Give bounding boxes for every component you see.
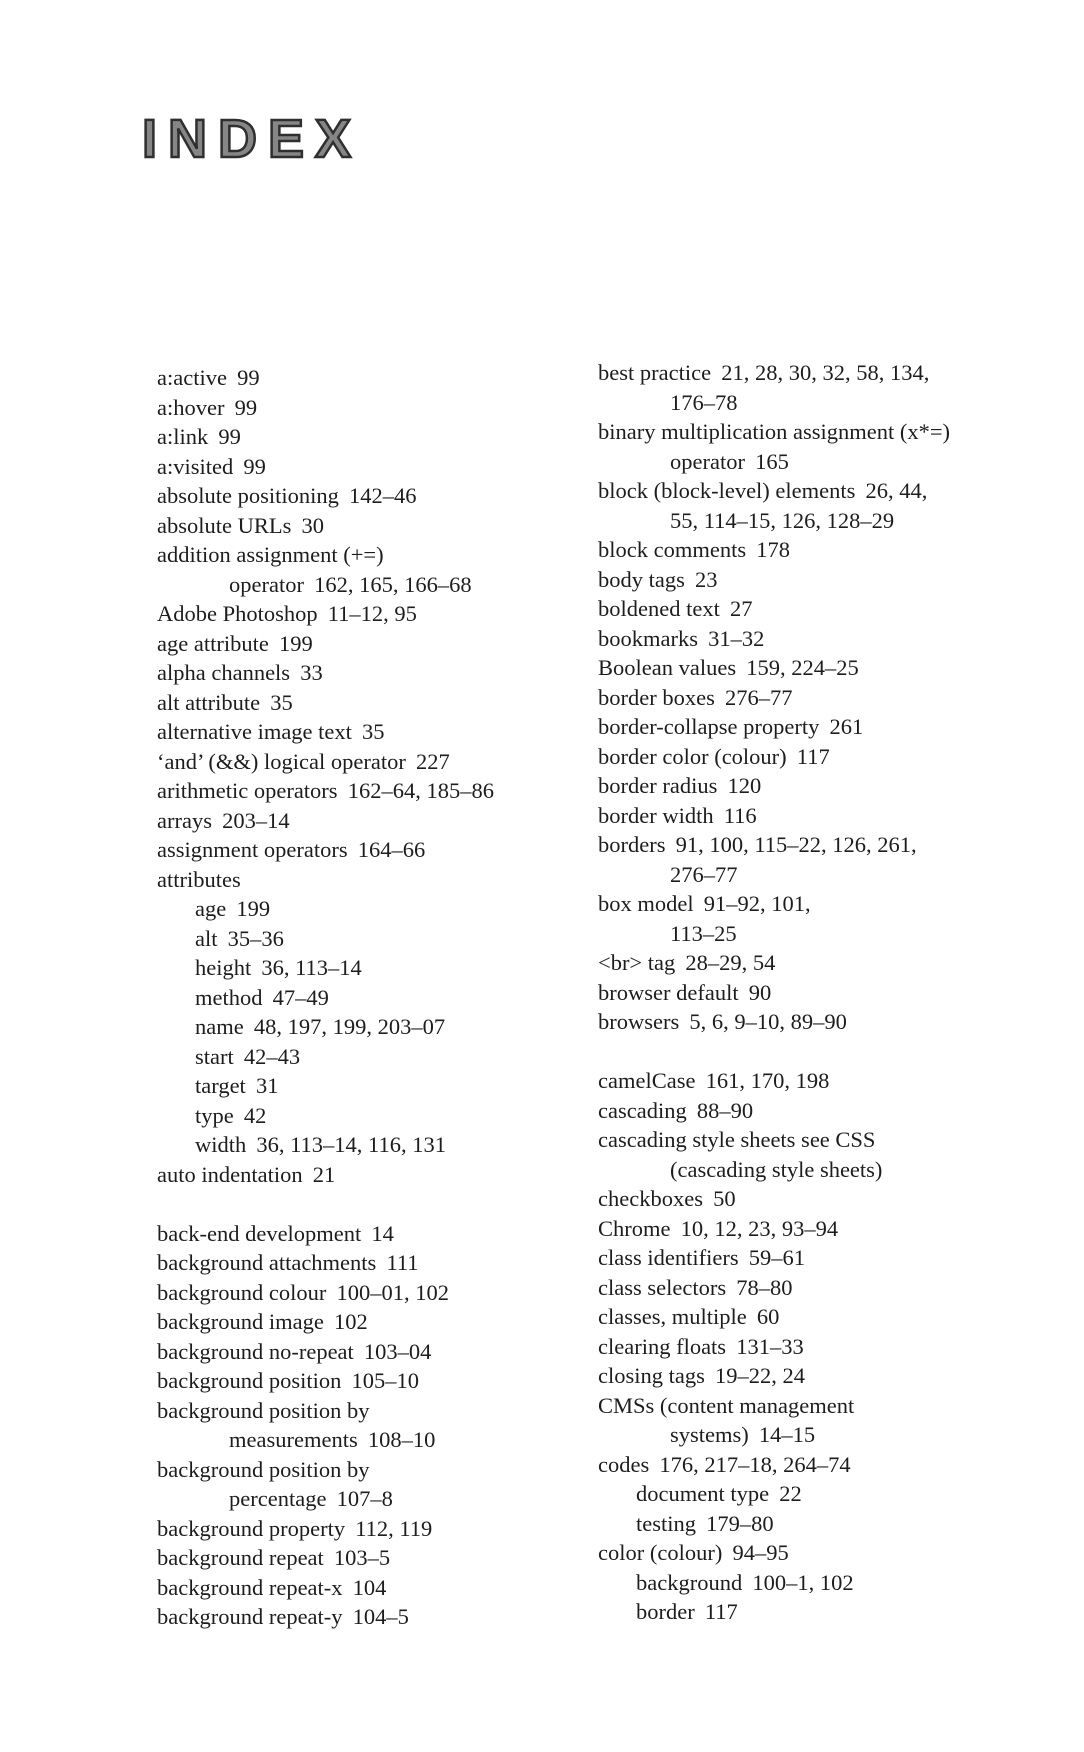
- entry-term: start: [195, 1043, 234, 1069]
- entry-pages: 23: [695, 566, 718, 592]
- entry-term: absolute positioning: [157, 483, 339, 508]
- index-entry: [157, 540, 598, 570]
- index-entry: [598, 1184, 1048, 1214]
- entry-pages: 178: [756, 537, 790, 562]
- index-entry: [598, 535, 1048, 565]
- entry-pages: 117: [704, 1599, 738, 1624]
- index-entry: [598, 948, 1048, 978]
- index-entry: [598, 1479, 1048, 1509]
- index-entry: [598, 1420, 1048, 1450]
- entry-term: CMSs (content management: [598, 1392, 855, 1418]
- entry-pages: 162, 165, 166–68: [314, 571, 472, 597]
- index-entry: [598, 1007, 1048, 1037]
- entry-pages: 99: [218, 424, 241, 449]
- entry-pages: 35: [362, 719, 385, 744]
- index-entry: [598, 683, 1048, 713]
- entry-term: attributes: [157, 866, 241, 892]
- index-entry: [157, 1160, 598, 1190]
- entry-pages: 26, 44,: [865, 478, 928, 503]
- entry-term: background property: [157, 1515, 346, 1541]
- entry-pages: 35–36: [227, 925, 284, 951]
- index-entry: [598, 1243, 1048, 1273]
- index-entry: [598, 565, 1048, 595]
- index-entry: [598, 1096, 1048, 1126]
- index-entry: [157, 1543, 598, 1573]
- index-entry: [598, 889, 1048, 919]
- entry-pages: 104–5: [352, 1604, 409, 1629]
- entry-term: auto indentation: [157, 1161, 303, 1187]
- entry-term: background repeat-x: [157, 1574, 343, 1600]
- index-entry: [157, 1130, 598, 1160]
- entry-term: Boolean values: [598, 655, 737, 680]
- entry-term: background image: [157, 1309, 324, 1334]
- index-entry: [157, 511, 598, 541]
- entry-term: block (block-level) elements: [598, 478, 856, 503]
- index-entry: [157, 1455, 598, 1485]
- index-entry: [598, 978, 1048, 1008]
- entry-term: best practice: [598, 360, 712, 385]
- entry-term: classes, multiple: [598, 1304, 747, 1329]
- entry-pages: 100–01, 102: [336, 1279, 449, 1305]
- entry-term: background repeat: [157, 1545, 324, 1570]
- index-entry: [157, 1012, 598, 1042]
- index-entry: [598, 506, 1048, 536]
- entry-pages: 19–22, 24: [715, 1363, 805, 1388]
- entry-term: codes: [598, 1451, 650, 1477]
- entry-pages: 94–95: [732, 1540, 789, 1565]
- entry-term: arithmetic operators: [157, 778, 338, 803]
- entry-term: cascading: [598, 1097, 687, 1123]
- entry-pages: 99: [243, 453, 266, 479]
- entry-term: percentage: [229, 1486, 327, 1511]
- entry-pages: 199: [278, 630, 313, 656]
- index-entry: [157, 983, 598, 1013]
- entry-pages: 31: [255, 1073, 279, 1098]
- index-entry: [157, 599, 598, 629]
- index-entry: [598, 1125, 1048, 1155]
- entry-pages: 176–78: [670, 389, 738, 415]
- entry-term: class selectors: [598, 1274, 727, 1300]
- entry-term: target: [195, 1073, 246, 1098]
- index-entry: [598, 712, 1048, 742]
- entry-term: absolute URLs: [157, 512, 292, 538]
- entry-term: width: [195, 1132, 247, 1157]
- index-entry: [157, 363, 598, 393]
- index-group: [598, 358, 1048, 1037]
- entry-pages: 116: [723, 802, 757, 828]
- entry-term: background repeat-y: [157, 1604, 343, 1629]
- entry-pages: 88–90: [696, 1097, 754, 1123]
- entry-term: border color (colour): [598, 743, 787, 769]
- entry-pages: 91, 100, 115–22, 126, 261,: [675, 832, 917, 857]
- index-entry: [157, 1396, 598, 1426]
- index-entry: [598, 1361, 1048, 1391]
- index-entry: [598, 1066, 1048, 1096]
- index-entry: [598, 1568, 1048, 1598]
- entry-pages: 42: [243, 1102, 267, 1128]
- entry-term: addition assignment (+=): [157, 542, 384, 567]
- index-entry: [157, 1278, 598, 1308]
- entry-pages: 33: [300, 660, 323, 685]
- entry-pages: 47–49: [272, 984, 329, 1010]
- entry-pages: 111: [386, 1250, 419, 1275]
- index-entry: [157, 1573, 598, 1603]
- index-entry: [157, 658, 598, 688]
- entry-pages: 131–33: [736, 1333, 804, 1359]
- entry-pages: 60: [756, 1304, 780, 1329]
- index-entry: [157, 1425, 598, 1455]
- index-entry: [157, 1042, 598, 1072]
- entry-term: document type: [636, 1481, 770, 1506]
- entry-term: class identifiers: [598, 1245, 739, 1270]
- index-entry: [598, 1509, 1048, 1539]
- entry-pages: 10, 12, 23, 93–94: [680, 1215, 839, 1241]
- entry-pages: 112, 119: [355, 1515, 433, 1541]
- index-entry: [157, 806, 598, 836]
- entry-pages: 22: [779, 1481, 802, 1506]
- entry-pages: 108–10: [367, 1427, 436, 1452]
- index-group: [157, 363, 598, 1189]
- entry-pages: 36, 113–14, 116, 131: [256, 1132, 446, 1157]
- entry-term: a:hover: [157, 394, 225, 420]
- entry-term: background attachments: [157, 1250, 377, 1275]
- entry-pages: 164–66: [357, 837, 426, 862]
- index-entry: [157, 747, 598, 777]
- entry-term: Chrome: [598, 1215, 671, 1241]
- entry-pages: 120: [727, 773, 762, 798]
- index-entry: [598, 1302, 1048, 1332]
- entry-term: ‘and’ (&&) logical operator: [157, 748, 406, 774]
- entry-pages: 42–43: [243, 1043, 301, 1069]
- index-entry: [157, 1514, 598, 1544]
- entry-pages: 59–61: [748, 1245, 805, 1270]
- entry-pages: 103–04: [363, 1338, 432, 1364]
- entry-term: border radius: [598, 773, 718, 798]
- entry-pages: 176, 217–18, 264–74: [659, 1451, 851, 1477]
- index-entry: [598, 1214, 1048, 1244]
- index-entry: [157, 1602, 598, 1632]
- index-entry: [157, 776, 598, 806]
- entry-pages: 179–80: [706, 1510, 774, 1536]
- entry-pages: 14: [371, 1220, 394, 1246]
- entry-term: border width: [598, 802, 714, 828]
- entry-pages: 78–80: [736, 1274, 793, 1300]
- entry-term: cascading style sheets see CSS: [598, 1127, 876, 1152]
- index-entry: [157, 1484, 598, 1514]
- index-entry: [598, 1332, 1048, 1362]
- entry-term: body tags: [598, 566, 685, 592]
- index-entry: [157, 1219, 598, 1249]
- index-entry: [598, 653, 1048, 683]
- entry-pages: 276–77: [724, 684, 793, 710]
- entry-pages: 113–25: [670, 920, 737, 946]
- entry-pages: 100–1, 102: [752, 1569, 854, 1595]
- entry-term: a:link: [157, 424, 209, 449]
- index-entry: [157, 865, 598, 895]
- index-entry: [598, 1273, 1048, 1303]
- index-entry: [157, 894, 598, 924]
- entry-pages: 117: [796, 743, 830, 769]
- entry-term: borders: [598, 832, 666, 857]
- entry-pages: 142–46: [349, 483, 417, 508]
- entry-pages: 161, 170, 198: [705, 1068, 830, 1093]
- entry-term: alt: [195, 925, 218, 951]
- entry-term: background: [636, 1569, 743, 1595]
- entry-pages: 162–64, 185–86: [347, 778, 494, 803]
- entry-term: alt attribute: [157, 689, 261, 715]
- index-entry: [157, 1337, 598, 1367]
- index-entry: [598, 742, 1048, 772]
- page-title: INDEX: [142, 109, 363, 169]
- index-entry: [598, 1391, 1048, 1421]
- entry-term: closing tags: [598, 1363, 705, 1388]
- entry-pages: 30: [301, 512, 324, 538]
- index-entry: [157, 481, 598, 511]
- entry-term: background colour: [157, 1279, 327, 1305]
- entry-pages: 203–14: [222, 807, 290, 833]
- entry-term: a:visited: [157, 453, 234, 479]
- entry-term: name: [195, 1014, 244, 1039]
- entry-term: checkboxes: [598, 1186, 703, 1211]
- entry-term: color (colour): [598, 1540, 723, 1565]
- index-group: [598, 1066, 1048, 1627]
- entry-pages: 36, 113–14: [261, 955, 362, 980]
- index-entry: [157, 570, 598, 600]
- index-entry: [157, 629, 598, 659]
- entry-pages: 107–8: [336, 1486, 393, 1511]
- entry-pages: 103–5: [333, 1545, 391, 1570]
- entry-term: border-collapse property: [598, 714, 820, 739]
- entry-pages: 90: [748, 979, 772, 1005]
- entry-pages: 276–77: [670, 861, 738, 887]
- entry-pages: 21: [312, 1161, 336, 1187]
- index-entry: [598, 447, 1048, 477]
- index-entry: [598, 624, 1048, 654]
- index-entry: [157, 1307, 598, 1337]
- entry-term: age attribute: [157, 630, 269, 656]
- entry-term: systems): [670, 1422, 749, 1447]
- entry-pages: 28–29, 54: [685, 950, 776, 975]
- entry-term: (cascading style sheets): [670, 1156, 883, 1182]
- entry-term: a:active: [157, 365, 227, 390]
- index-entry: [157, 1071, 598, 1101]
- index-entry: [598, 1538, 1048, 1568]
- index-entry: [157, 953, 598, 983]
- entry-pages: 99: [237, 365, 260, 390]
- entry-pages: 5, 6, 9–10, 89–90: [689, 1009, 847, 1034]
- index-entry: [157, 393, 598, 423]
- index-entry: [157, 1101, 598, 1131]
- entry-term: box model: [598, 891, 694, 916]
- index-entry: [598, 830, 1048, 860]
- index-entry: [598, 1155, 1048, 1185]
- index-entry: [598, 771, 1048, 801]
- entry-term: method: [195, 984, 263, 1010]
- index-entry: [598, 388, 1048, 418]
- entry-term: camelCase: [598, 1068, 696, 1093]
- entry-term: background no-repeat: [157, 1338, 354, 1364]
- entry-term: alpha channels: [157, 660, 291, 685]
- index-entry: [598, 1450, 1048, 1480]
- entry-term: type: [195, 1102, 234, 1128]
- entry-term: measurements: [229, 1427, 358, 1452]
- entry-term: browsers: [598, 1009, 680, 1034]
- entry-pages: 165: [755, 448, 789, 474]
- entry-pages: 21, 28, 30, 32, 58, 134,: [721, 360, 930, 385]
- entry-pages: 14–15: [758, 1422, 816, 1447]
- entry-term: back-end development: [157, 1220, 362, 1246]
- entry-term: border: [636, 1599, 695, 1624]
- entry-pages: 48, 197, 199, 203–07: [253, 1014, 446, 1039]
- entry-pages: 105–10: [351, 1368, 419, 1393]
- index-entry: [598, 801, 1048, 831]
- index-group: [157, 1219, 598, 1632]
- entry-pages: 91–92, 101,: [703, 891, 811, 916]
- entry-term: operator: [229, 571, 304, 597]
- entry-pages: 50: [713, 1186, 736, 1211]
- entry-pages: 159, 224–25: [746, 655, 859, 680]
- entry-pages: 55, 114–15, 126, 128–29: [670, 507, 895, 533]
- entry-term: block comments: [598, 537, 747, 562]
- index-entry: [598, 476, 1048, 506]
- entry-pages: 31–32: [708, 625, 765, 651]
- entry-term: height: [195, 955, 252, 980]
- entry-term: bookmarks: [598, 625, 698, 651]
- entry-term: age: [195, 896, 227, 921]
- index-entry: [598, 860, 1048, 890]
- index-entry: [157, 688, 598, 718]
- entry-pages: 35: [270, 689, 293, 715]
- index-entry: [598, 358, 1048, 388]
- entry-term: operator: [670, 448, 745, 474]
- index-entry: [157, 1248, 598, 1278]
- entry-pages: 199: [236, 896, 271, 921]
- entry-pages: 102: [333, 1309, 368, 1334]
- entry-pages: 227: [415, 748, 450, 774]
- entry-term: border boxes: [598, 684, 715, 710]
- entry-term: testing: [636, 1510, 696, 1536]
- entry-term: alternative image text: [157, 719, 352, 744]
- index-column-left: [157, 363, 598, 1632]
- entry-term: background position by: [157, 1456, 370, 1482]
- index-entry: [598, 417, 1048, 447]
- index-entry: [157, 1366, 598, 1396]
- index-entry: [157, 452, 598, 482]
- entry-term: arrays: [157, 807, 212, 833]
- index-entry: [157, 924, 598, 954]
- index-entry: [157, 717, 598, 747]
- entry-term: clearing floats: [598, 1333, 727, 1359]
- index-column-right: [598, 358, 1048, 1627]
- entry-term: background position by: [157, 1397, 370, 1423]
- entry-pages: 27: [729, 596, 753, 621]
- entry-pages: 11–12, 95: [327, 601, 417, 626]
- index-entry: [157, 422, 598, 452]
- index-entry: [598, 919, 1048, 949]
- index-entry: [157, 835, 598, 865]
- entry-pages: 99: [234, 394, 258, 420]
- entry-term: assignment operators: [157, 837, 348, 862]
- index-entry: [598, 594, 1048, 624]
- entry-term: boldened text: [598, 596, 720, 621]
- entry-pages: 261: [829, 714, 864, 739]
- entry-term: background position: [157, 1368, 342, 1393]
- entry-term: binary multiplication assignment (x*=): [598, 419, 951, 444]
- entry-term: <br> tag: [598, 950, 676, 975]
- entry-term: Adobe Photoshop: [157, 601, 318, 626]
- entry-pages: 104: [352, 1574, 387, 1600]
- index-entry: [598, 1597, 1048, 1627]
- entry-term: browser default: [598, 979, 739, 1005]
